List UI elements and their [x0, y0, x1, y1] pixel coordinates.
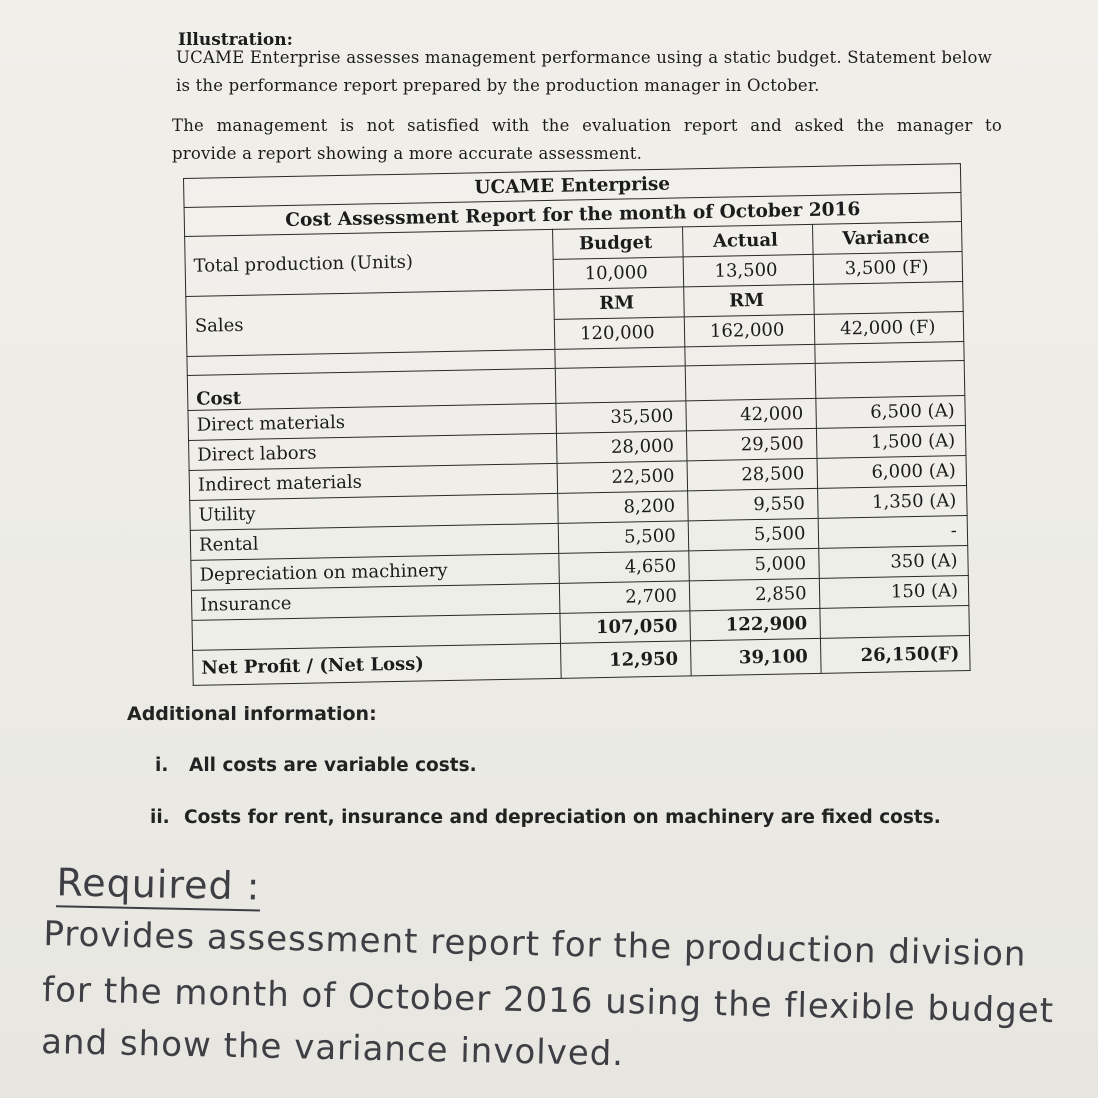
- cost-label: Direct materials: [188, 403, 556, 440]
- column-header-budget: Budget: [552, 227, 682, 259]
- net-profit-actual: 39,100: [690, 638, 820, 675]
- empty-cell: [685, 363, 815, 400]
- currency-actual: RM: [683, 284, 813, 316]
- cost-budget: 8,200: [557, 491, 687, 523]
- intro-paragraph: UCAME Enterprise assesses management performance using a static budget. Statement below is the performance report prepared by the production manager in October.: [176, 48, 992, 95]
- cost-actual: 42,000: [686, 398, 816, 430]
- cost-budget: 5,500: [558, 521, 688, 553]
- cost-label: Insurance: [191, 583, 559, 620]
- management-paragraph-line-1: The management is not satisfied with the evaluation report and asked the manager to: [172, 116, 1002, 135]
- cost-budget: 28,000: [556, 431, 686, 463]
- net-profit-label: Net Profit / (Net Loss): [193, 643, 561, 685]
- total-costs-actual: 122,900: [690, 608, 820, 640]
- note-number: ii.: [150, 807, 170, 828]
- cost-variance: 350 (A): [818, 546, 968, 579]
- total-costs-budget: 107,050: [560, 611, 690, 643]
- note-number: i.: [155, 755, 169, 776]
- cost-variance: 6,000 (A): [817, 456, 967, 489]
- cost-actual: 5,000: [688, 548, 818, 580]
- empty-cell: [555, 366, 685, 403]
- column-header-variance: Variance: [812, 222, 962, 255]
- column-header-actual: Actual: [682, 224, 812, 256]
- additional-information-heading: Additional information:: [127, 703, 377, 725]
- handwritten-required-heading: Required :: [56, 860, 261, 909]
- management-paragraph-line-2: provide a report showing a more accurate assessment.: [172, 144, 643, 163]
- cost-label: Direct labors: [189, 433, 557, 470]
- cost-variance: 1,500 (A): [816, 426, 966, 459]
- cost-section-label: Cost: [187, 368, 555, 410]
- cost-budget: 2,700: [559, 581, 689, 613]
- empty-cell: [819, 605, 969, 638]
- cost-variance: 150 (A): [819, 575, 969, 608]
- illustration-heading: Illustration:: [178, 30, 293, 50]
- cost-budget: 22,500: [557, 461, 687, 493]
- sales-label: Sales: [186, 289, 555, 356]
- cost-actual: 29,500: [686, 428, 816, 460]
- production-actual: 13,500: [683, 254, 813, 286]
- sales-actual: 162,000: [684, 314, 814, 346]
- sales-budget: 120,000: [554, 317, 684, 349]
- net-profit-budget: 12,950: [560, 641, 690, 678]
- cost-label: Depreciation on machinery: [191, 553, 559, 590]
- production-budget: 10,000: [553, 257, 683, 289]
- cost-label: Utility: [190, 493, 558, 530]
- management-paragraph: [172, 112, 1002, 168]
- cost-label: Rental: [190, 523, 558, 560]
- cost-actual: 2,850: [689, 578, 819, 610]
- handwritten-line-2: for the month of October 2016 using the flexible budget: [41, 969, 1055, 1032]
- report-title: Cost Assessment Report for the month of October 2016: [184, 193, 961, 237]
- empty-cell: [813, 282, 963, 315]
- cost-actual: 28,500: [687, 458, 817, 490]
- production-variance: 3,500 (F): [813, 252, 963, 285]
- cost-label: Indirect materials: [189, 463, 557, 500]
- cost-actual: 5,500: [688, 518, 818, 550]
- handwritten-line-3: and show the variance involved.: [40, 1021, 625, 1075]
- cost-variance: -: [818, 516, 968, 549]
- empty-cell: [555, 347, 685, 368]
- note-text: All costs are variable costs.: [189, 755, 477, 776]
- currency-budget: RM: [554, 287, 684, 319]
- handwritten-line-1: Provides assessment report for the production division: [43, 913, 1027, 975]
- empty-cell: [815, 361, 965, 399]
- net-profit-variance: 26,150(F): [820, 635, 970, 673]
- note-text: Costs for rent, insurance and depreciation on machinery are fixed costs.: [184, 807, 941, 828]
- sales-variance: 42,000 (F): [814, 312, 964, 345]
- report-company-name: UCAME Enterprise: [184, 164, 961, 208]
- cost-assessment-table: [183, 163, 971, 686]
- cost-variance: 6,500 (A): [815, 396, 965, 429]
- cost-actual: 9,550: [687, 488, 817, 520]
- list-item: [155, 755, 477, 776]
- cost-variance: 1,350 (A): [817, 486, 967, 519]
- handwritten-question: [40, 860, 1095, 1075]
- empty-cell: [685, 344, 815, 365]
- cost-budget: 35,500: [556, 401, 686, 433]
- production-label: Total production (Units): [185, 229, 554, 296]
- cost-budget: 4,650: [559, 551, 689, 583]
- list-item: [150, 807, 941, 828]
